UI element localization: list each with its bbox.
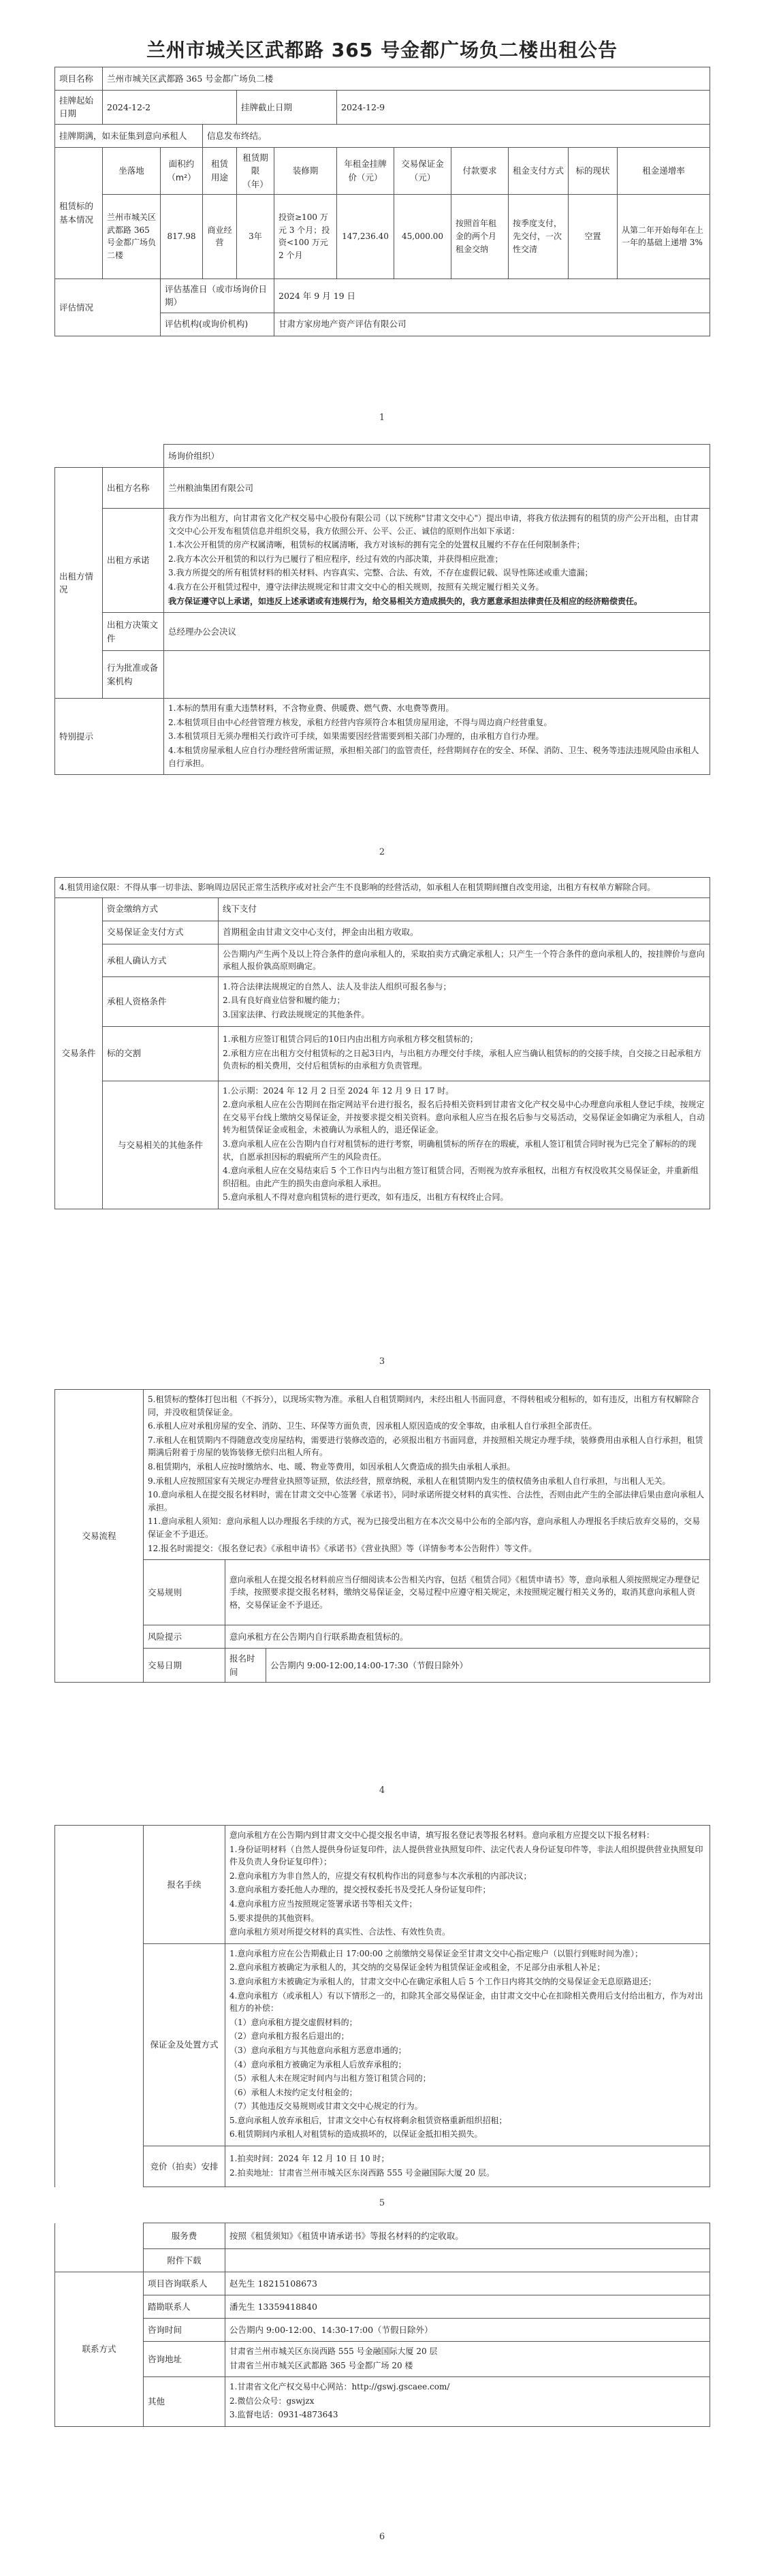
service-fee-text: 按照《租赁须知》《租赁申请承诺书》等报名材料的约定收取。 xyxy=(225,2223,710,2249)
service-fee-label: 服务费 xyxy=(144,2223,225,2249)
attachment-label: 附件下载 xyxy=(144,2249,225,2272)
header-annual-rent: 年租金挂牌价（元） xyxy=(337,147,394,194)
cell-payment-method: 按季度支付，先交付，一次性交清 xyxy=(509,194,569,279)
cell-term: 3年 xyxy=(237,194,274,279)
eval-date: 2024 年 9 月 19 日 xyxy=(274,279,710,313)
signup-procedure-text: 意向承租方在公告期内到甘肃文交中心提交报名申请，填写报名登记表等报名材料。意向承租方应提交以下报名材料： 1.身份证明材料（自然人提供身份证复印件，法人提供营业执照复印件、法定代表人身份证复印件等，非法人组织提供营业执照复印件及负责人身份证复印件）； 2.意向承租方为非自然人的，应提交有权机构作出的同意参与本次承租的内部决议； 3.意向承租方委托他人办理的，提交授权委托书及受托人身份证复印件； 4.意向承租方应当按照规定签署承诺书等相关文件； 5.要求提供的其他资料。 意向承租方须对所提交材料的真实性、合法性、有效性负责。 xyxy=(225,1826,710,1944)
other-conditions-text: 1.公示期：2024 年 12 月 2 日至 2024 年 12 月 9 日 17 时。 2.意向承租人应在公告期间在指定网站平台进行报名，报名后持相关资料到甘肃省文化产权交易中心办理意向承租人登记手续，按规定在交易平台线上缴纳交易保证金，并按要求提交相关资料。意向承租人应当在报名后参与交易活动，交易保证金如确定为承租人，自动转为租赁保证金或租金，未被确认为承租人的，退还保证金。 3.意向承租人应在公告期内自行对租赁标的进行考察，明确租赁标的所存在的瑕疵，承租人签订租赁合同时视为已完全了解标的的现状，自愿承担因标的瑕疵所产生的风险责任。 4.意向承租人应在交易结束后 5 个工作日内与出租方签订租赁合同，否则视为放弃承租权，出租方有权没收其交易保证金，并重新组织招租。由此产生的损失由意向承租人承担。 5.意向承租人不得对意向租赁标的进行更改，如有违反，出租方有权终止合同。 xyxy=(219,1081,710,1209)
header-term: 租赁期限（年） xyxy=(237,147,274,194)
other-text: 1.甘肃省文化产权交易中心网站：http://gswj.gscaee.com/ 2.微信公众号：gswjzx 3.监督电话：0931-4873643 xyxy=(225,2377,710,2427)
cell-area: 817.98 xyxy=(161,194,203,279)
header-payment-req: 付款要求 xyxy=(451,147,509,194)
survey-contact-label: 踏勘联系人 xyxy=(144,2295,225,2319)
page-1-table xyxy=(54,67,710,336)
trade-date-label: 交易日期 xyxy=(144,1649,225,1683)
consult-contact: 赵先生 18215108673 xyxy=(225,2272,710,2295)
start-date-label: 挂牌起始日期 xyxy=(55,91,103,125)
lessor-section-label: 出租方情况 xyxy=(55,468,103,699)
header-usage: 租赁用途 xyxy=(203,147,237,194)
signup-time: 公告期内 9:00-12:00,14:00-17:30（节假日除外） xyxy=(266,1649,710,1683)
cell-deposit: 45,000.00 xyxy=(394,194,451,279)
deposit-method-value: 首期租金由甘肃文交中心支付，押金由出租方收取。 xyxy=(219,921,710,944)
header-deposit: 交易保证金（元） xyxy=(394,147,451,194)
signup-procedure-label: 报名手续 xyxy=(144,1826,225,1944)
extend-value: 信息发布终结。 xyxy=(203,124,710,147)
end-date-label: 挂牌截止日期 xyxy=(237,91,337,125)
decision-label: 出租方决策文件 xyxy=(103,613,164,651)
special-text: 1.本标的禁用有重大违禁材料，不含物业费、供暖费、燃气费、水电费等费用。 2.本租赁项目由中心经营管理方核发，承租方经营内容须符合本租赁房屋用途，不得与周边商户经营重复。 3.本租赁项目无须办理相关行政许可手续，如果需要因经营需要到相关部门办理的，由承租方自行办理。 4.本租赁房屋承租人应自行办理经营所需证照，承担相关部门的监管责任，经营期间存在的安全、环保、消防、卫生、税务等违法违规风险由承租人自行承担。 xyxy=(164,699,710,775)
lessor-name-label: 出租方名称 xyxy=(103,468,164,509)
market-org-note: 场询价组织） xyxy=(164,445,710,468)
eval-org: 甘肃方家房地产资产评估有限公司 xyxy=(274,313,710,336)
consult-address-label: 咨询地址 xyxy=(144,2342,225,2377)
eval-date-label: 评估基准日（或市场询价日期） xyxy=(161,279,274,313)
announcement-title: 兰州市城关区武都路 365 号金都广场负二楼出租公告 xyxy=(146,39,618,61)
cell-location: 兰州市城关区武都路 365 号金都广场负二楼 xyxy=(103,194,161,279)
page-3-table xyxy=(54,877,710,1209)
attachment-link[interactable] xyxy=(225,2249,710,2272)
consult-address: 甘肃省兰州市城关区东岗西路 555 号金融国际大厦 20 层 甘肃省兰州市城关区武都路 365 号金都广场 20 楼 xyxy=(225,2342,710,2377)
header-status: 标的现状 xyxy=(569,147,618,194)
page-number: 3 xyxy=(379,1356,385,1367)
consult-hours-label: 咨询时间 xyxy=(144,2319,225,2342)
usage-restriction-text: 4.租赁用途仅限：不得从事一切非法、影响周边居民正常生活秩序或对社会产生不良影响的经营活动，如承租人在租赁期间擅自改变用途，出租方有权单方解除合同。 xyxy=(55,878,710,898)
header-location: 坐落地 xyxy=(103,147,161,194)
header-increase: 租金递增率 xyxy=(618,147,710,194)
header-renovation: 装修期 xyxy=(274,147,337,194)
cell-annual-rent: 147,236.40 xyxy=(337,194,394,279)
rules-label: 交易规则 xyxy=(144,1560,225,1625)
eval-org-label: 评估机构(或询价机构) xyxy=(161,313,274,336)
other-label: 其他 xyxy=(144,2377,225,2427)
approval-value xyxy=(164,651,710,699)
project-name: 兰州市城关区武都路 365 号金都广场负二楼 xyxy=(103,67,710,91)
consult-contact-label: 项目咨询联系人 xyxy=(144,2272,225,2295)
contact-section-label: 联系方式 xyxy=(55,2272,144,2427)
page-number: 1 xyxy=(379,413,385,423)
cell-payment-req: 按照首年租金的两个月租金交纳 xyxy=(451,194,509,279)
cell-status: 空置 xyxy=(569,194,618,279)
start-date: 2024-12-2 xyxy=(103,91,237,125)
deposit-method-label: 交易保证金支付方式 xyxy=(103,921,219,944)
cell-increase: 从第二年开始每年在上一年的基础上递增 3% xyxy=(618,194,710,279)
decision-value: 总经理办公会决议 xyxy=(164,613,710,651)
risk-notice-label: 风险提示 xyxy=(144,1625,225,1649)
risk-notice-text: 意向承租方在公告期内自行联系勘查租赁标的。 xyxy=(225,1625,710,1649)
page-6-table xyxy=(54,2223,710,2427)
rules-text: 意向承租人在提交报名材料前应当仔细阅读本公告相关内容，包括《租赁合同》《租赁申请书》等，意向承租人须按照规定办理登记手续，按照要求提交报名材料，缴纳交易保证金，交易过程中应遵守相关规定，未按照规定履行相关义务的，取消其意向承租人资格，交易保证金不予退还。 xyxy=(225,1560,710,1625)
page-number: 2 xyxy=(379,847,385,857)
page-2-table xyxy=(54,444,710,775)
approval-label: 行为批准或备案机构 xyxy=(103,651,164,699)
auction-text: 1.拍卖时间：2024 年 12 月 10 日 10 时； 2.拍卖地址：甘肃省兰州市城关区东岗西路 555 号金融国际大厦 20 层。 xyxy=(225,2146,710,2187)
eval-label: 评估情况 xyxy=(55,279,161,336)
page-6-left-blank xyxy=(55,2223,144,2272)
other-conditions-label: 与交易相关的其他条件 xyxy=(103,1081,219,1209)
page-5-left-blank xyxy=(55,1826,144,2187)
auction-label: 竞价（拍卖）安排 xyxy=(144,2146,225,2187)
extend-label: 挂牌期满，如未征集到意向承租人 xyxy=(55,124,203,147)
pay-label: 资金缴纳方式 xyxy=(103,897,219,921)
page-number: 4 xyxy=(379,1785,385,1796)
page-number: 5 xyxy=(379,2198,385,2208)
basic-info-label: 租赁标的基本情况 xyxy=(55,147,103,279)
page-4-table xyxy=(54,1389,710,1683)
handover-label: 标的交割 xyxy=(103,1026,219,1081)
confirm-label: 承租人确认方式 xyxy=(103,944,219,976)
special-label: 特别提示 xyxy=(55,699,164,775)
cell-usage: 商业经营 xyxy=(203,194,237,279)
project-name-label: 项目名称 xyxy=(55,67,103,91)
page-number: 6 xyxy=(379,2532,385,2542)
deposit-disposal-text: 1.意向承租方应在公告期截止日 17:00:00 之前缴纳交易保证金至甘肃文交中心指定账户（以银行到账时间为准）； 2.意向承租方被确定为承租人的，其交纳的交易保证金转为租赁保证金或租金，不足部分由承租人补足； 3.意向承租方未被确定为承租人的，甘肃文交中心在确定承租人后 5 个工作日内将其交纳的交易保证金无息原路退还； 4.意向承租方（或承租人）有以下情形之一的，扣除其全部交易保证金，由甘肃文交中心在扣除相关费用后支付给出租方，作为对出租方的补偿： （1）意向承租方提交虚假材料的； （2）意向承租方报名后退出的； （3）意向承租方与其他意向承租方恶意串通的； （4）意向承租方被确定为承租人后放弃承租的； （5）承租人未在规定时间内与出租方签订租赁合同的； （6）承租人未按约定支付租金的； （7）其他违反交易规则或甘肃文交中心规定的行为。 5.意向承租人放弃承租后，甘肃文交中心有权将剩余租赁资格重新组织招租； 6.租赁期间内承租人对租赁标的造成损坏的，以保证金抵扣相关损失。 xyxy=(225,1943,710,2146)
consult-hours: 公告期内 9:00-12:00、14:30-17:00（节假日除外） xyxy=(225,2319,710,2342)
confirm-value: 公告期内产生两个及以上符合条件的意向承租人的，采取拍卖方式确定承租人；只产生一个符合条件的意向承租人的，按挂牌价与意向承租人报价孰高原则确定。 xyxy=(219,944,710,976)
process-label: 交易流程 xyxy=(55,1390,144,1683)
deposit-disposal-label: 保证金及处置方式 xyxy=(144,1943,225,2146)
pay-value: 线下支付 xyxy=(219,897,710,921)
lessor-name: 兰州粮油集团有限公司 xyxy=(164,468,710,509)
header-payment-method: 租金支付方式 xyxy=(509,147,569,194)
qualification-label: 承租人资格条件 xyxy=(103,976,219,1026)
cell-renovation: 投资≥100 万元 3 个月；投资<100 万元 2 个月 xyxy=(274,194,337,279)
end-date: 2024-12-9 xyxy=(337,91,710,125)
handover-text: 1.承租方应签订租赁合同后的10日内由出租方向承租方移交租赁标的； 2.承租方应在出租方交付租赁标的之日起3日内，与出租方办理交付手续，承租人应当确认租赁标的的交接手续，自交接之日起承租方负责标的相关费用，交付后租赁标的由承租方负责管理。 xyxy=(219,1026,710,1081)
signup-time-label: 报名时间 xyxy=(225,1649,266,1683)
survey-contact: 潘先生 13359418840 xyxy=(225,2295,710,2319)
terms-label: 交易条件 xyxy=(55,897,103,1209)
qualification-text: 1.符合法律法规规定的自然人、法人及非法人组织可报名参与； 2.具有良好商业信誉和履约能力； 3.国家法律、行政法规规定的其他条件。 xyxy=(219,976,710,1026)
lessor-commit-text: 我方作为出租方，向甘肃省文化产权交易中心股份有限公司（以下统称"甘肃文交中心"）提出申请，将我方依法拥有的租赁的房产公开出租，由甘肃文交中心公开发布租赁信息并组织交易，我方依照公开、公平、公正、诚信的原则作出如下承诺： 1.本次公开租赁的房产权属清晰，租赁标的权属清晰，我方对该标的拥有完全的处置权且履约不存在任何限制条件； 2.我方本次公开租赁的和以行为已履行了相应程序，经过有效的内部决策，并获得相应批准； 3.我方所提交的所有租赁材料的相关材料、内容真实、完整、合法、有效，不存在虚假记载、误导性陈述或重大遗漏； 4.我方在公开租赁过程中，遵守法律法规规定和甘肃文交中心的相关规则，按照有关规定履行相关义务。 我方保证遵守以上承诺，如违反上述承诺或有违规行为，给交易相关方造成损失的，我方愿意承担法律责任及相应的经济赔偿责任。 xyxy=(164,509,710,613)
page-5-table xyxy=(54,1825,710,2187)
terms-continued-text: 5.租赁标的整体打包出租（不拆分），以现场实物为准。承租人自租赁期间内，未经出租人书面同意，不得转租或分租标的，如有违反，出租方有权解除合同，并没收租赁保证金。 6.承租人应对承租房屋的安全、消防、卫生、环保等方面负责，因承租人原因造成的安全事故，由承租人自行承担全部责任。 7.承租人在租赁期内不得随意改变房屋结构，需要进行装修改造的，必须报出租方书面同意，并按照相关规定办理手续，装修费用由承租人自行承担，租赁期满后附着于房屋的装饰装修无偿归出租人所有。 8.租赁期内，承租人应按时缴纳水、电、暖、物业等费用，如因承租人欠费造成的损失由承租人承担。 9.承租人应按照国家有关规定办理营业执照等证照，依法经营，照章纳税，承租人在租赁期内发生的债权债务由承租人自行承担，与出租人无关。 10.意向承租人在提交报名材料时，需在甘肃文交中心签署《承诺书》，同时承诺所提交材料的真实性、合法性，否则由此产生的全部法律后果由意向承租人承担。 11.意向承租人须知：意向承租人以办理报名手续的方式，视为已接受出租方在本次交易中公布的全部内容，意向承租人办理报名手续后放弃交易的，交易保证金不予退还。 12.报名时需提交：《报名登记表》《承租申请书》《承诺书》《营业执照》等（详情参考本公告附件）等文件。 xyxy=(144,1390,710,1560)
lessor-commit-label: 出租方承诺 xyxy=(103,509,164,613)
header-area: 面积约（m²） xyxy=(161,147,203,194)
